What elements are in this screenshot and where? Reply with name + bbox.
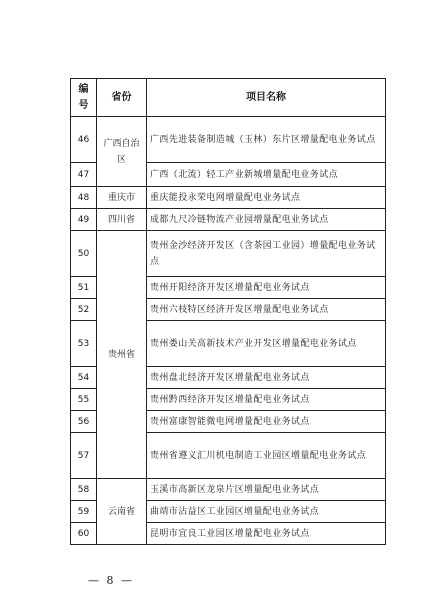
row-number: 57 [71, 433, 97, 479]
project-name: 贵州开阳经济开发区增量配电业务试点 [147, 277, 386, 299]
project-name: 贵州省遵义汇川机电制造工业园区增量配电业务试点 [147, 433, 386, 479]
row-number: 53 [71, 321, 97, 367]
province-cell: 云南省 [97, 479, 147, 545]
province-cell: 重庆市 [97, 187, 147, 209]
project-name: 贵州娄山关高新技术产业开发区增量配电业务试点 [147, 321, 386, 367]
row-number: 47 [71, 163, 97, 187]
row-number: 46 [71, 117, 97, 163]
header-province: 省份 [97, 79, 147, 117]
project-name: 贵州盘北经济开发区增量配电业务试点 [147, 367, 386, 389]
row-number: 55 [71, 389, 97, 411]
province-cell: 广西自治区 [97, 117, 147, 187]
header-number: 编号 [71, 79, 97, 117]
header-project-name: 项目名称 [147, 79, 386, 117]
row-number: 58 [71, 479, 97, 501]
row-number: 48 [71, 187, 97, 209]
project-name: 曲靖市沾益区工业园区增量配电业务试点 [147, 501, 386, 523]
province-cell: 贵州省 [97, 231, 147, 479]
project-name: 昆明市宜良工业园区增量配电业务试点 [147, 523, 386, 545]
table-row [71, 209, 386, 231]
row-number: 59 [71, 501, 97, 523]
row-number: 50 [71, 231, 97, 277]
row-number: 60 [71, 523, 97, 545]
project-table [70, 78, 386, 545]
project-name: 重庆能投永荣电网增量配电业务试点 [147, 187, 386, 209]
row-number: 49 [71, 209, 97, 231]
page-number: — 8 — [88, 574, 134, 587]
row-number: 52 [71, 299, 97, 321]
table-row [71, 187, 386, 209]
project-name: 玉溪市高新区龙泉片区增量配电业务试点 [147, 479, 386, 501]
project-name: 成都九尺冷链物流产业园增量配电业务试点 [147, 209, 386, 231]
project-name: 贵州金沙经济开发区（含茶园工业园）增量配电业务试点 [147, 231, 386, 277]
row-number: 54 [71, 367, 97, 389]
project-name: 广西先进装备制造城（玉林）东片区增量配电业务试点 [147, 117, 386, 163]
row-number: 51 [71, 277, 97, 299]
province-cell: 四川省 [97, 209, 147, 231]
table-row [71, 117, 386, 163]
project-name: 贵州六枝特区经济开发区增量配电业务试点 [147, 299, 386, 321]
project-name: 贵州黔西经济开发区增量配电业务试点 [147, 389, 386, 411]
project-name: 贵州富康智能微电网增量配电业务试点 [147, 411, 386, 433]
row-number: 56 [71, 411, 97, 433]
table-row [71, 479, 386, 501]
table-header-row [71, 79, 386, 117]
table-row [71, 231, 386, 277]
project-name: 广西（北流）轻工产业新城增量配电业务试点 [147, 163, 386, 187]
